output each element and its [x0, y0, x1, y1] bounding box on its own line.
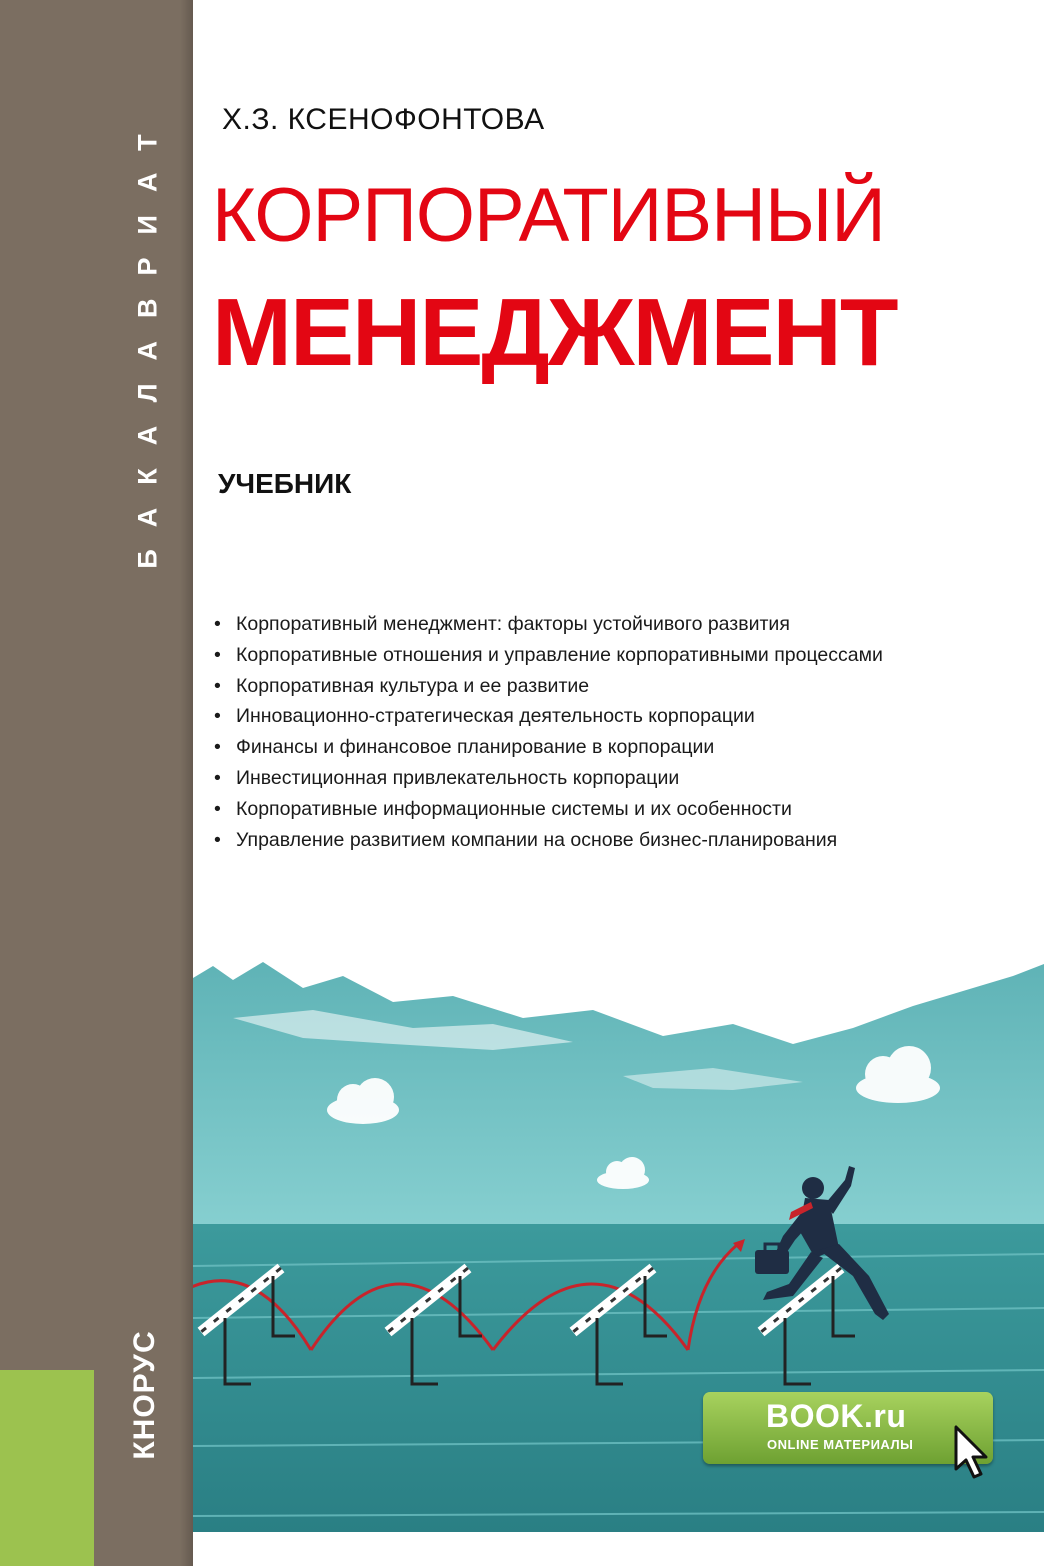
badge-subtitle: ONLINE МАТЕРИАЛЫ — [767, 1437, 914, 1452]
list-item: • Корпоративные отношения и управление корпоративными процессами — [214, 640, 883, 671]
list-item: • Корпоративные информационные системы и их особенности — [214, 794, 883, 825]
book-spine — [0, 0, 193, 1566]
author-name: Х.З. КСЕНОФОНТОВА — [222, 103, 545, 136]
title-line-2: МЕНЕДЖМЕНТ — [212, 279, 897, 386]
book-type-label: УЧЕБНИК — [218, 468, 352, 499]
list-item: • Корпоративная культура и ее развитие — [214, 671, 883, 702]
publisher-label: КНОРУС — [128, 1330, 161, 1460]
list-item: • Инновационно-стратегическая деятельность корпорации — [214, 701, 883, 732]
bullet-icon: • — [214, 674, 221, 697]
bullet-icon: • — [214, 828, 221, 851]
title-line-1: КОРПОРАТИВНЫЙ — [212, 173, 885, 258]
bullet-icon: • — [214, 643, 221, 666]
bullet-icon: • — [214, 797, 221, 820]
series-label: БАКАЛАВРИАТ — [132, 111, 163, 569]
spine-green-block — [0, 1370, 94, 1566]
topics-list — [214, 609, 883, 855]
running-track — [193, 1224, 1044, 1532]
list-item: • Инвестиционная привлекательность корпорации — [214, 763, 883, 794]
book-ru-badge[interactable] — [703, 1392, 993, 1464]
list-item: • Корпоративный менеджмент: факторы устойчивого развития — [214, 609, 883, 640]
cursor-arrow-icon — [953, 1425, 989, 1480]
bullet-icon: • — [214, 613, 221, 635]
bullet-icon: • — [214, 705, 221, 728]
bullet-icon: • — [214, 736, 221, 759]
list-item: • Управление развитием компании на основе бизнес-планирования — [214, 825, 883, 856]
list-item: • Финансы и финансовое планирование в корпорации — [214, 732, 883, 763]
spine-shadow — [180, 0, 193, 1566]
badge-title: BOOK.ru — [766, 1398, 907, 1434]
bullet-icon: • — [214, 766, 221, 789]
